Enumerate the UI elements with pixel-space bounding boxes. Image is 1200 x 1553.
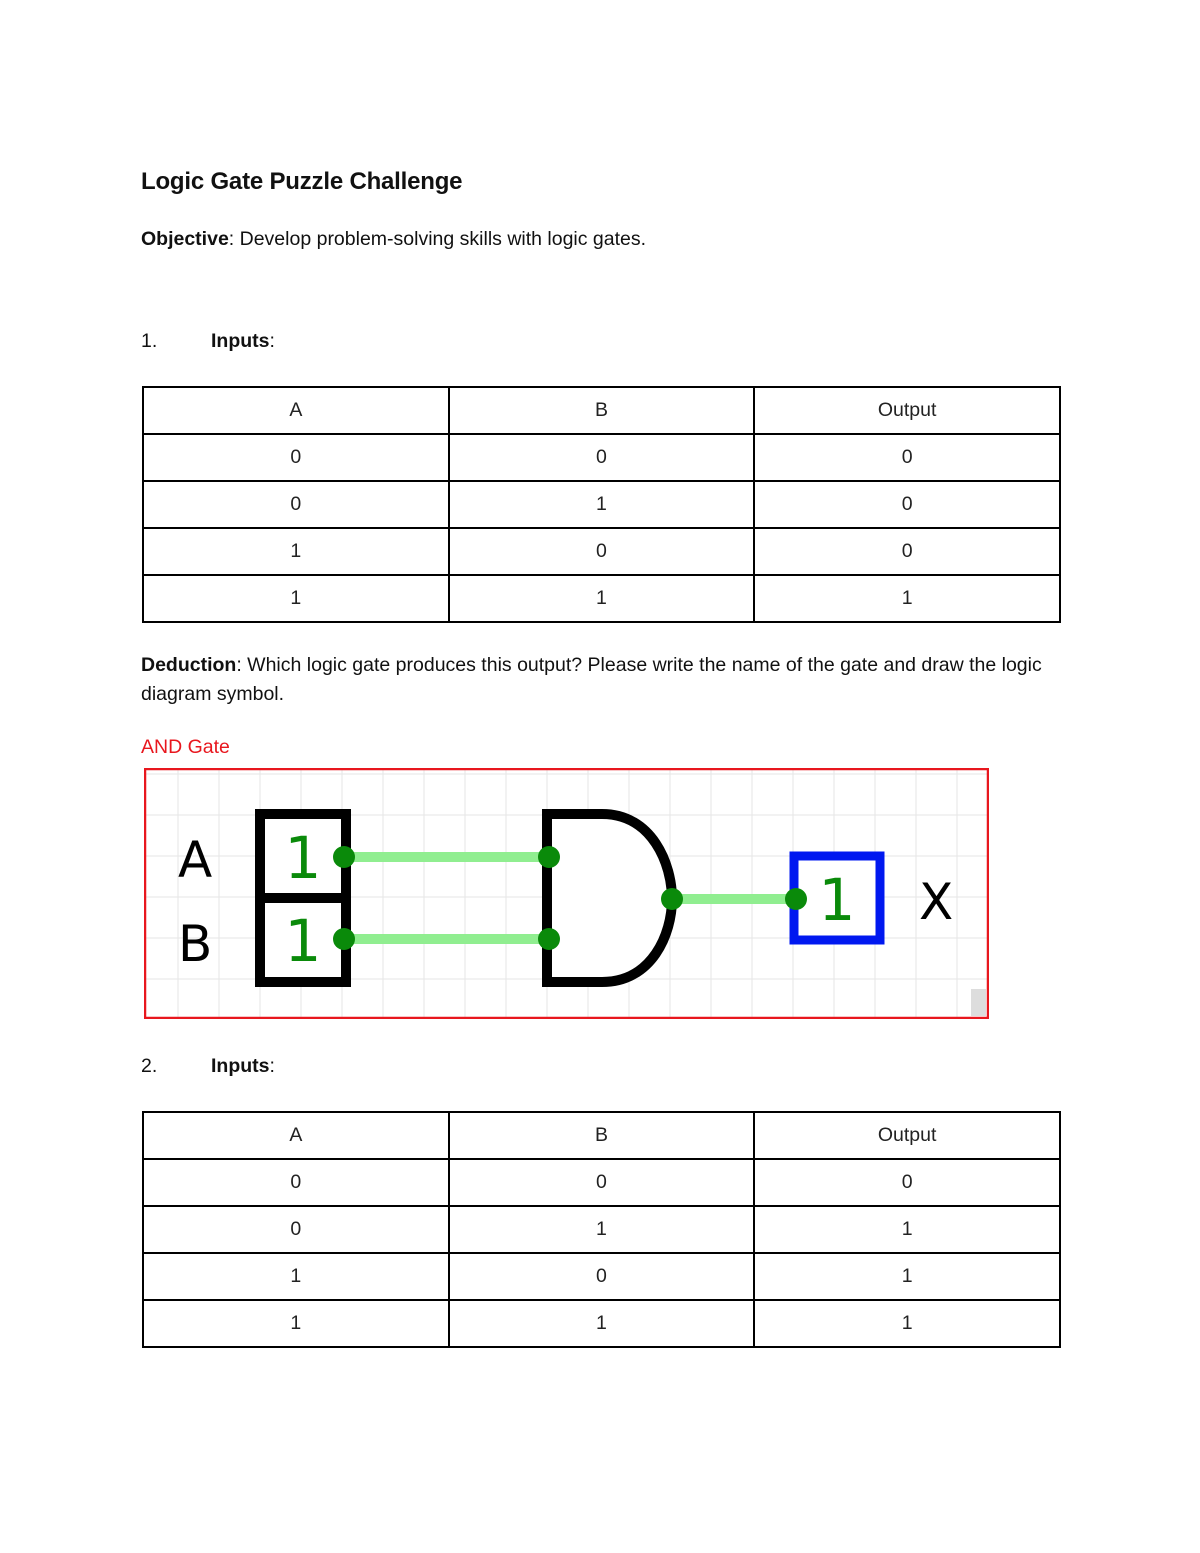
- header-cell-output: Output: [754, 387, 1060, 434]
- output-node: [785, 888, 807, 910]
- table-row: [143, 528, 1060, 575]
- output-label: X: [919, 873, 954, 931]
- page-title: Logic Gate Puzzle Challenge: [141, 168, 463, 195]
- table-cell: 1: [143, 528, 449, 575]
- deduction-label: Deduction: [141, 654, 237, 676]
- table-cell: 0: [754, 1159, 1060, 1206]
- puzzle-1-inputs-label: Inputs: [211, 330, 270, 352]
- header-cell-a: A: [143, 1112, 449, 1159]
- gate-input-a-node: [538, 846, 560, 868]
- truth-table-1: [142, 386, 1061, 623]
- answer-text: AND Gate: [141, 736, 230, 758]
- table-cell: 1: [143, 575, 449, 622]
- table-cell: 0: [143, 1159, 449, 1206]
- table-cell: 1: [754, 575, 1060, 622]
- table-header-row: [143, 387, 1060, 434]
- table-cell: 0: [449, 1159, 755, 1206]
- truth-table-2: [142, 1111, 1061, 1348]
- table-cell: 0: [754, 434, 1060, 481]
- input-b-value: 1: [284, 907, 322, 975]
- puzzle-1-heading: [107, 330, 407, 360]
- table-row: [143, 1253, 1060, 1300]
- puzzle-1-inputs-suffix: :: [269, 330, 275, 352]
- table-cell: 0: [449, 434, 755, 481]
- puzzle-2-heading: [107, 1055, 407, 1085]
- table-cell: 1: [449, 1300, 755, 1347]
- table-cell: 0: [449, 528, 755, 575]
- and-gate-diagram: [144, 768, 989, 1019]
- gate-input-b-node: [538, 928, 560, 950]
- input-a-node: [333, 846, 355, 868]
- table-cell: 1: [754, 1300, 1060, 1347]
- puzzle-2-number: 2.: [141, 1055, 158, 1077]
- table-row: [143, 481, 1060, 528]
- table-cell: 1: [143, 1253, 449, 1300]
- table-row: [143, 1300, 1060, 1347]
- output-value: 1: [818, 866, 856, 934]
- table-row: [143, 1206, 1060, 1253]
- objective-label: Objective: [141, 228, 229, 250]
- table-cell: 1: [449, 1206, 755, 1253]
- table-row: [143, 1159, 1060, 1206]
- header-cell-b: B: [449, 1112, 755, 1159]
- table-cell: 0: [754, 481, 1060, 528]
- table-row: [143, 575, 1060, 622]
- and-gate-symbol: [547, 814, 672, 982]
- table-cell: 0: [143, 481, 449, 528]
- scroll-corner: [971, 989, 986, 1016]
- input-a-value: 1: [284, 824, 322, 892]
- deduction: [141, 651, 1061, 709]
- objective-text: : Develop problem-solving skills with logic gates.: [228, 228, 647, 250]
- puzzle-2-inputs-label: Inputs: [211, 1055, 270, 1077]
- table-cell: 0: [449, 1253, 755, 1300]
- deduction-text: : Which logic gate produces this output? Please write the name of the gate and draw the logic diagram symbol.: [141, 654, 1042, 705]
- header-cell-output: Output: [754, 1112, 1060, 1159]
- puzzle-1-number: 1.: [141, 330, 158, 352]
- table-cell: 1: [754, 1206, 1060, 1253]
- table-cell: 1: [449, 481, 755, 528]
- table-cell: 1: [143, 1300, 449, 1347]
- gate-output-node: [661, 888, 683, 910]
- header-cell-b: B: [449, 387, 755, 434]
- input-b-node: [333, 928, 355, 950]
- input-b-label: B: [178, 915, 213, 973]
- objective: [141, 225, 1061, 254]
- table-cell: 0: [143, 1206, 449, 1253]
- input-a-label: A: [178, 831, 213, 889]
- table-cell: 1: [754, 1253, 1060, 1300]
- table-cell: 0: [143, 434, 449, 481]
- table-header-row: [143, 1112, 1060, 1159]
- puzzle-2-inputs-suffix: :: [269, 1055, 275, 1077]
- table-row: [143, 434, 1060, 481]
- header-cell-a: A: [143, 387, 449, 434]
- table-cell: 0: [754, 528, 1060, 575]
- table-cell: 1: [449, 575, 755, 622]
